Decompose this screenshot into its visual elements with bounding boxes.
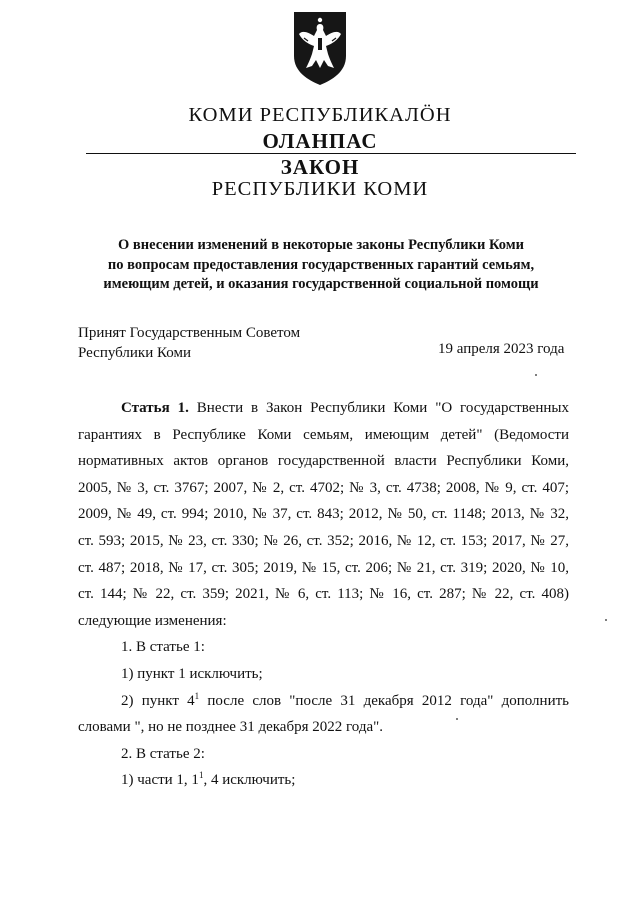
- item-1-1: 1) пункт 1 исключить;: [121, 665, 263, 682]
- subject-line: О внесении изменений в некоторые законы Республики Коми: [118, 237, 524, 253]
- scan-speck: [456, 718, 458, 720]
- article-1-line: нормативных актов органов государственной власти Республики Коми,: [78, 453, 569, 470]
- article-1: [78, 395, 569, 794]
- scan-speck: [605, 619, 607, 621]
- law-subject-title: [90, 236, 552, 295]
- article-1-line: 2009, № 49, ст. 994; 2010, № 37, ст. 843; 2012, № 50, ст. 1148; 2013, № 32,: [78, 506, 569, 523]
- article-1-line: ст. 487; 2018, № 17, ст. 305; 2019, № 15, ст. 206; № 21, ст. 319; 2020, № 10,: [78, 559, 569, 576]
- adopted-by-line1: Принят Государственным Советом: [78, 325, 301, 341]
- header-olanpas: ОЛАНПАС: [262, 129, 378, 153]
- adoption-date: 19 апреля 2023 года: [438, 341, 565, 357]
- item-1-2-continued: словами ", но не позднее 31 декабря 2022 года".: [78, 719, 383, 736]
- article-1-line: ст. 593; 2015, № 23, ст. 330; № 26, ст. 352; 2016, № 12, ст. 153; 2017, № 27,: [78, 532, 569, 549]
- item-2: 2. В статье 2:: [121, 745, 205, 762]
- article-1-line: Статья 1. Внести в Закон Республики Коми "О государственных: [121, 400, 569, 416]
- article-1-line: 2005, № 3, ст. 3767; 2007, № 2, ст. 4702; № 3, ст. 4738; 2008, № 9, ст. 407;: [78, 479, 569, 496]
- article-1-line: ст. 144; № 22, ст. 359; 2021, № 6, ст. 113; № 16, ст. 287; № 22, ст. 408): [78, 586, 569, 603]
- subject-line: имеющим детей, и оказания государственной социальной помощи: [103, 276, 539, 292]
- header-zakon: ЗАКОН: [280, 155, 360, 179]
- adopted-by-line2: Республики Коми: [78, 344, 191, 361]
- scan-speck: [535, 374, 537, 376]
- adoption-note: [78, 324, 300, 363]
- article-1-label: Статья 1.: [121, 400, 189, 416]
- header-komi-title: КОМИ РЕСПУБЛИКАЛӦН: [188, 104, 452, 126]
- article-1-line: гарантиях в Республике Коми семьям, имеющим детей" (Ведомости: [78, 426, 569, 443]
- header-republic: РЕСПУБЛИКИ КОМИ: [211, 178, 429, 200]
- subject-line: по вопросам предоставления государственных гарантий семьям,: [107, 256, 535, 273]
- item-2-1: 1) части 1, $1^1$, 4 исключить;: [121, 770, 296, 789]
- article-1-line: следующие изменения:: [78, 612, 227, 629]
- header-divider: [86, 153, 576, 154]
- item-1-2: 2) пункт $4^1$ после слов "после 31 декабря 2012 года" дополнить: [121, 690, 569, 709]
- item-1: 1. В статье 1:: [121, 639, 205, 656]
- coat-of-arms-emblem: [292, 10, 348, 86]
